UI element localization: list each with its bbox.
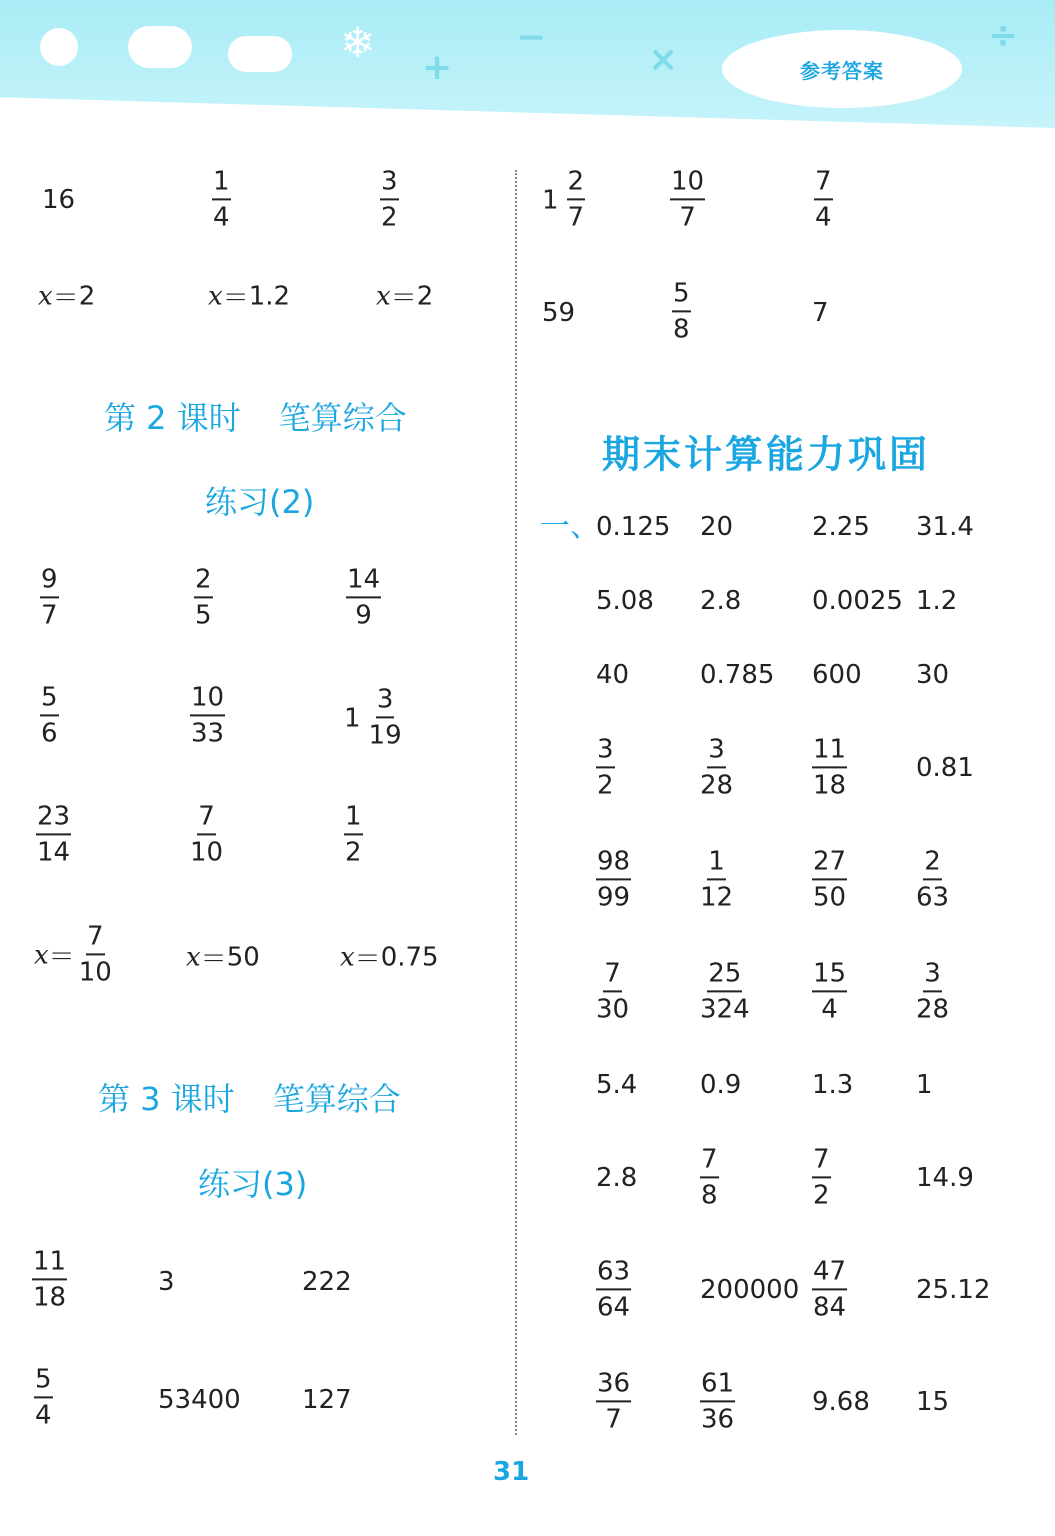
equation-answer: x ＝ 50 [186,942,260,975]
numerator: 5 [40,683,59,716]
answer-value: 9.68 [812,1387,870,1417]
answer-value: 5.4 [596,1070,638,1100]
numerator: 2 [567,167,586,200]
answer-value: 25.12 [916,1275,991,1305]
numerator: 7 [603,959,622,992]
fraction-answer [916,959,949,1024]
fraction-part [369,685,402,750]
fraction-answer [596,735,615,800]
fraction-answer [700,1145,719,1210]
numerator: 11 [32,1247,67,1280]
numerator: 5 [34,1365,53,1398]
answer-value: 5.08 [596,586,654,616]
fraction-answer [814,167,833,232]
answer-value: 600 [812,660,862,690]
answer-value: 2.25 [812,512,870,542]
numerator: 9 [40,565,59,598]
fraction-answer [40,565,59,630]
denominator: 30 [596,994,630,1025]
denominator: 12 [700,882,734,913]
numerator: 23 [36,802,71,835]
denominator: 50 [813,882,847,913]
denominator: 18 [33,1282,67,1313]
denominator: 4 [35,1400,52,1431]
denominator: 7 [41,600,58,631]
numerator: 7 [86,922,105,955]
numerator: 3 [596,735,615,768]
column-divider [515,170,517,1435]
answer-value: 59 [542,298,576,328]
fraction-answer [194,565,213,630]
answer-value: 16 [42,185,76,215]
numerator: 1 [344,802,363,835]
numerator: 15 [812,959,847,992]
denominator: 4 [213,202,230,233]
fraction-answer [344,802,363,867]
answer-value: 0.9 [700,1070,742,1100]
numerator: 3 [376,685,395,718]
minus-icon: − [516,17,547,58]
fraction-answer [812,1257,847,1322]
numerator: 3 [707,735,726,768]
fraction-answer [212,167,231,232]
mixed-number-answer [542,167,585,232]
fraction-answer [700,959,750,1024]
numerator: 11 [812,735,847,768]
fraction-answer [40,683,59,748]
denominator: 4 [821,994,838,1025]
equation-answer: x ＝ 0.75 [340,942,439,975]
answer-value: 40 [596,660,630,690]
exercise-2-title: 练习(2) [205,483,315,521]
equation-answer: x ＝ 2 [376,281,434,314]
numerator: 98 [596,847,631,880]
denominator: 2 [345,837,362,868]
denominator: 14 [37,837,71,868]
denominator: 6 [41,718,58,749]
section-label: 一、 [540,509,600,544]
lesson-2-title: 第 2 课时 笔算综合 [104,399,407,437]
numerator: 63 [596,1257,631,1290]
sun-icon [40,28,78,66]
answer-value: 200000 [700,1275,800,1305]
final-review-title: 期末计算能力巩固 [602,432,931,477]
denominator: 8 [673,314,690,345]
equation-answer: x ＝ 1.2 [208,281,291,314]
fraction-answer [36,802,71,867]
whole-part: 1 [542,185,559,215]
mixed-number-answer [344,685,402,750]
numerator: 7 [812,1145,831,1178]
denominator: 7 [679,202,696,233]
fraction-answer [346,565,381,630]
fraction-part [567,167,586,232]
fraction-answer [700,1369,735,1434]
fraction-answer [812,735,847,800]
denominator: 28 [916,994,950,1025]
answer-value: 1 [916,1070,933,1100]
exercise-3-title: 练习(3) [198,1165,308,1203]
equation-answer: x ＝ $\frac{7}{10}$ [34,921,112,988]
divide-icon: ÷ [988,15,1019,56]
denominator: 10 [78,957,112,988]
fraction-answer [812,847,847,912]
denominator: 28 [700,770,734,801]
numerator: 14 [346,565,381,598]
denominator: 4 [815,202,832,233]
plus-icon: + [422,47,453,88]
denominator: 18 [813,770,847,801]
fraction-answer [672,279,691,344]
answer-value: 15 [916,1387,950,1417]
answer-value: 127 [302,1385,352,1415]
fraction-answer [700,735,733,800]
denominator: 2 [381,202,398,233]
numerator: 36 [596,1369,631,1402]
numerator: 3 [380,167,399,200]
fraction-answer [34,1365,53,1430]
numerator: 7 [197,802,216,835]
fraction-answer [380,167,399,232]
answer-value: 0.785 [700,660,775,690]
fraction-answer [596,847,631,912]
denominator: 84 [813,1292,847,1323]
whole-part: 1 [344,703,361,733]
numerator: 47 [812,1257,847,1290]
fraction-answer [596,1369,631,1434]
numerator: 27 [812,847,847,880]
answer-value: 7 [812,298,829,328]
numerator: 7 [814,167,833,200]
denominator: 8 [701,1180,718,1211]
times-icon: × [648,39,679,80]
fraction-answer [596,1257,631,1322]
denominator: 64 [597,1292,631,1323]
fraction-answer [812,1145,831,1210]
numerator: 25 [707,959,742,992]
denominator: 2 [597,770,614,801]
denominator: 324 [700,994,750,1025]
answer-value: 14.9 [916,1163,974,1193]
denominator: 19 [368,720,402,751]
snowflake-icon: ❄ [340,18,376,67]
fraction-answer [916,847,949,912]
numerator: 1 [212,167,231,200]
denominator: 10 [190,837,224,868]
answer-value: 20 [700,512,734,542]
answer-value: 222 [302,1267,352,1297]
denominator: 7 [605,1404,622,1435]
fraction-answer [670,167,705,232]
numerator: 7 [700,1145,719,1178]
answer-value: 53400 [158,1385,241,1415]
denominator: 5 [195,600,212,631]
cloud-icon [128,26,192,68]
page-number: 31 [493,1457,530,1487]
answer-value: 3 [158,1267,175,1297]
answer-value: 1.2 [916,586,958,616]
denominator: 33 [191,718,225,749]
answer-value: 2.8 [700,586,742,616]
fraction-answer [32,1247,67,1312]
fraction-answer [190,683,225,748]
denominator: 7 [567,202,585,233]
numerator: 61 [700,1369,735,1402]
answer-value: 0.0025 [812,586,903,616]
numerator: 1 [707,847,726,880]
answer-value: 0.81 [916,753,974,783]
answer-value: 0.125 [596,512,671,542]
numerator: 5 [672,279,691,312]
cloud-icon [228,36,292,72]
answer-value: 2.8 [596,1163,638,1193]
denominator: 36 [701,1404,735,1435]
answer-value: 31.4 [916,512,974,542]
answer-key-badge: 参考答案 [722,30,962,108]
denominator: 2 [813,1180,830,1211]
lesson-3-title: 第 3 课时 笔算综合 [98,1080,401,1118]
answer-value: 30 [916,660,950,690]
fraction-answer [812,959,847,1024]
numerator: 10 [190,683,225,716]
numerator: 2 [194,565,213,598]
numerator: 3 [923,959,942,992]
fraction-answer [190,802,223,867]
answer-value: 1.3 [812,1070,854,1100]
fraction-answer [700,847,733,912]
numerator: 10 [670,167,705,200]
denominator: 99 [597,882,631,913]
fraction-answer [596,959,629,1024]
numerator: 2 [923,847,942,880]
equation-answer: x ＝ 2 [38,281,96,314]
denominator: 9 [355,600,372,631]
denominator: 63 [916,882,950,913]
